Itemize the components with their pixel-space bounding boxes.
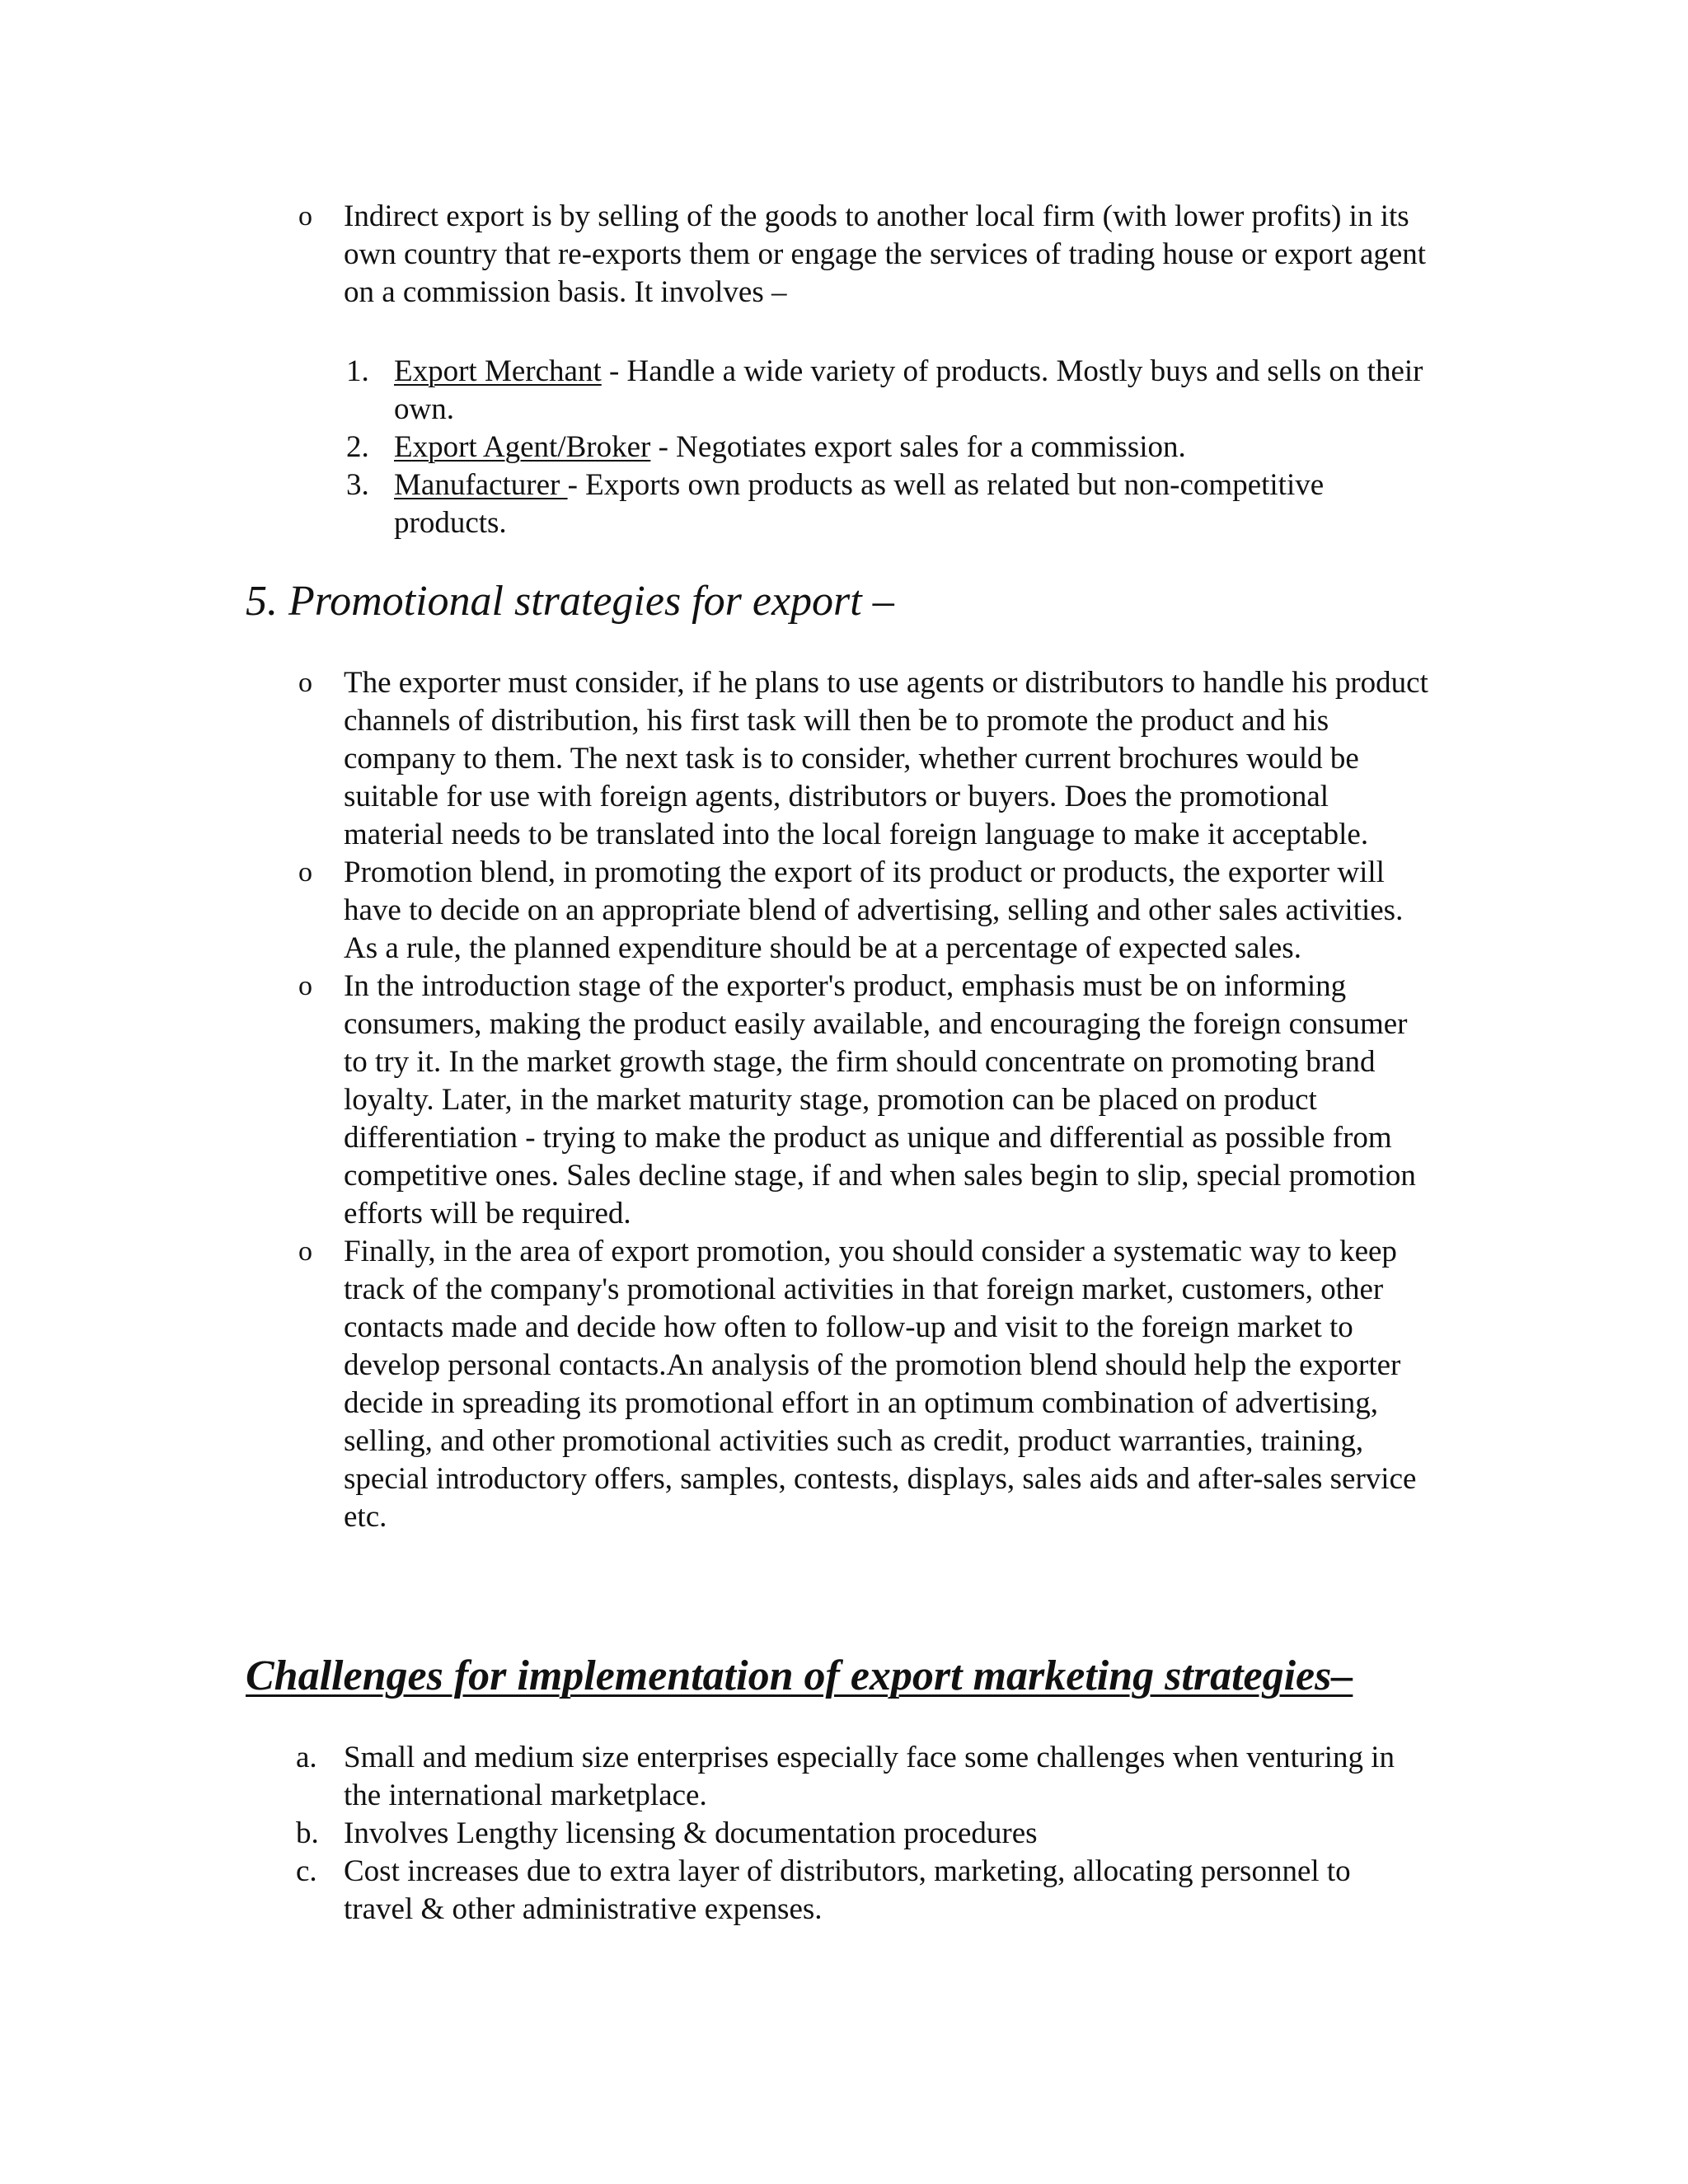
list-number: 3. [346, 468, 369, 502]
term-export-merchant: Export Merchant [394, 354, 602, 388]
list-number: 2. [346, 430, 369, 464]
list-item [296, 1853, 1415, 1929]
bullet-text: In the introduction stage of the exporter's product, emphasis must be on informing consumers, making the product easily available, and encouraging the foreign consumer to try it. In the market growth stage, the firm should concentrate on promoting brand loyalty. Later, in the market maturity stage, promotion can be placed on product differentiation - trying to make the product as unique and differential as possible from competitive ones. Sales decline stage, if and when sales begin to slip, special promotion efforts will be required. [344, 969, 1416, 1230]
list-letter: c. [296, 1854, 317, 1888]
section-heading-promotional-strategies: 5. Promotional strategies for export – [246, 578, 894, 625]
intro-bullet-list [298, 198, 1432, 312]
list-item [298, 664, 1432, 854]
list-item [298, 1233, 1432, 1536]
list-item [298, 968, 1432, 1233]
term-export-agent-broker: Export Agent/Broker [394, 430, 651, 464]
bullet-text: Finally, in the area of export promotion, you should consider a systematic way to keep track of the company's promotional activities in that foreign market, customers, other contacts made and decide how often to follow-up and visit to the foreign market to develop personal contacts.An analysis of the promotion blend should help the exporter decide in spreading its promotional effort in an optimum combination of advertising, selling, and other promotional activities such as credit, product warranties, training, special introductory offers, samples, contests, displays, sales aids and after-sales service etc. [344, 1235, 1417, 1534]
promotional-bullets-list [298, 664, 1432, 1536]
list-letter: a. [296, 1741, 317, 1774]
list-item [296, 1739, 1415, 1815]
bullet-text: Indirect export is by selling of the goods to another local firm (with lower profits) in its own country that re-exports them or engage the services of trading house or export agent on a commission basis. It involves – [344, 199, 1427, 309]
bullet-marker: o [298, 668, 312, 698]
list-item [298, 198, 1432, 312]
challenges-list [296, 1739, 1415, 1929]
list-item [298, 854, 1432, 968]
indirect-export-types-list [346, 353, 1432, 542]
term-description: - Exports own products as well as related but non-competitive products. [394, 468, 1325, 540]
list-item [296, 1815, 1415, 1853]
term-description: - Handle a wide variety of products. Mostly buys and sells on their own. [394, 354, 1423, 426]
bullet-marker: o [298, 1236, 312, 1267]
list-item [346, 429, 1432, 466]
list-item [346, 353, 1432, 429]
bullet-marker: o [298, 201, 312, 232]
term-manufacturer: Manufacturer [394, 468, 568, 502]
challenge-text: Cost increases due to extra layer of distributors, marketing, allocating personnel to travel & other administrative expenses. [344, 1854, 1351, 1926]
challenge-text: Small and medium size enterprises especially face some challenges when venturing in the international marketplace. [344, 1741, 1395, 1812]
section-heading-challenges: Challenges for implementation of export marketing strategies– [246, 1652, 1353, 1699]
challenge-text: Involves Lengthy licensing & documentation procedures [344, 1816, 1038, 1850]
term-description: - Negotiates export sales for a commission. [650, 430, 1186, 464]
bullet-text: Promotion blend, in promoting the export of its product or products, the exporter will have to decide on an appropriate blend of advertising, selling and other sales activities. As a rule, the planned expenditure should be at a percentage of expected sales. [344, 855, 1404, 965]
bullet-text: The exporter must consider, if he plans to use agents or distributors to handle his product channels of distribution, his first task will then be to promote the product and his company to them. The next task is to consider, whether current brochures would be suitable for use with foreign agents, distributors or buyers. Does the promotional material needs to be translated into the local foreign language to make it acceptable. [344, 666, 1428, 851]
bullet-marker: o [298, 971, 312, 1001]
list-item [346, 466, 1432, 542]
list-number: 1. [346, 354, 369, 388]
bullet-marker: o [298, 857, 312, 888]
list-letter: b. [296, 1816, 319, 1850]
